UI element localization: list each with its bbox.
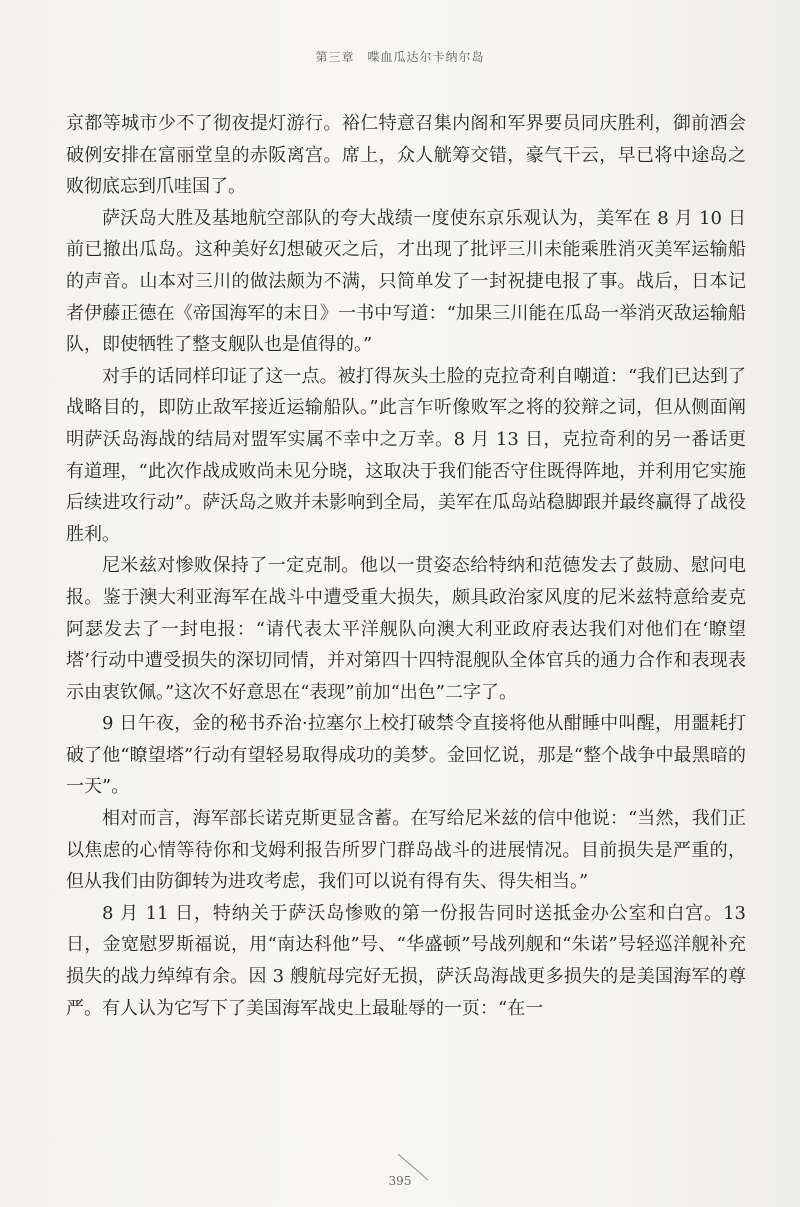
paragraph: 8 月 11 日，特纳关于萨沃岛惨败的第一份报告同时送抵金办公室和白宫。13 日，金宽慰罗斯福说，用“南达科他”号、“华盛顿”号战列舰和“朱诺”号轻巡洋舰补充损失的战力绰绰有余。因 3 艘航母完好无损，萨沃岛海战更多损失的是美国海军的尊严。有人认为它写下了美国海军战史上最耻辱的一页：“在一	[66, 902, 746, 1019]
paragraph: 萨沃岛大胜及基地航空部队的夸大战绩一度使东京乐观认为，美军在 8 月 10 日前已撤出瓜岛。这种美好幻想破灭之后，才出现了批评三川未能乘胜消灭美军运输船的声音。山本对三川的做法颇为不满，只简单发了一封祝捷电报了事。战后，日本记者伊藤正德在《帝国海军的末日》一书中写道：“加果三川能在瓜岛一举消灭敌运输船队，即使牺牲了整支舰队也是值得的。”	[66, 207, 746, 356]
body-text	[66, 108, 746, 1024]
paragraph: 京都等城市少不了彻夜提灯游行。裕仁特意召集内阁和军界要员同庆胜利，御前酒会破例安排在富丽堂皇的赤阪离宫。席上，众人觥筹交错，豪气干云，早已将中途岛之败彻底忘到爪哇国了。	[66, 113, 746, 198]
page-number: 395	[388, 1174, 412, 1188]
paragraph: 相对而言，海军部长诺克斯更显含蓄。在写给尼米兹的信中他说：“当然，我们正以焦虑的心情等待你和戈姆利报告所罗门群岛战斗的进展情况。目前损失是严重的，但从我们由防御转为进攻考虑，我们可以说有得有失、得失相当。”	[66, 808, 746, 893]
paragraph: 9 日午夜，金的秘书乔治·拉塞尔上校打破禁令直接将他从酣睡中叫醒，用噩耗打破了他“瞭望塔”行动有望轻易取得成功的美梦。金回忆说，那是“整个战争中最黑暗的一天”。	[66, 713, 746, 798]
paragraph: 尼米兹对惨败保持了一定克制。他以一贯姿态给特纳和范德发去了鼓励、慰问电报。鉴于澳大利亚海军在战斗中遭受重大损失，颇具政治家风度的尼米兹特意给麦克阿瑟发去了一封电报：“请代表太平洋舰队向澳大利亚政府表达我们对他们在‘瞭望塔’行动中遭受损失的深切同情，并对第四十四特混舰队全体官兵的通力合作和表现表示由衷钦佩。”这次不好意思在“表现”前加“出色”二字了。	[66, 555, 746, 703]
running-head: 第三章 喋血瓜达尔卡纳尔岛	[315, 50, 485, 64]
paragraph: 对手的话同样印证了这一点。被打得灰头土脸的克拉奇利自嘲道：“我们已达到了战略目的，即防止敌军接近运输船队。”此言乍听像败军之将的狡辩之词，但从侧面阐明萨沃岛海战的结局对盟军实属不幸中之万幸。8 月 13 日，克拉奇利的另一番话更有道理，“此次作战成败尚未见分晓，这取决于我们能否守住既得阵地，并利用它实施后续进攻行动”。萨沃岛之败并未影响到全局，美军在瓜岛站稳脚跟并最终赢得了战役胜利。	[66, 365, 746, 545]
